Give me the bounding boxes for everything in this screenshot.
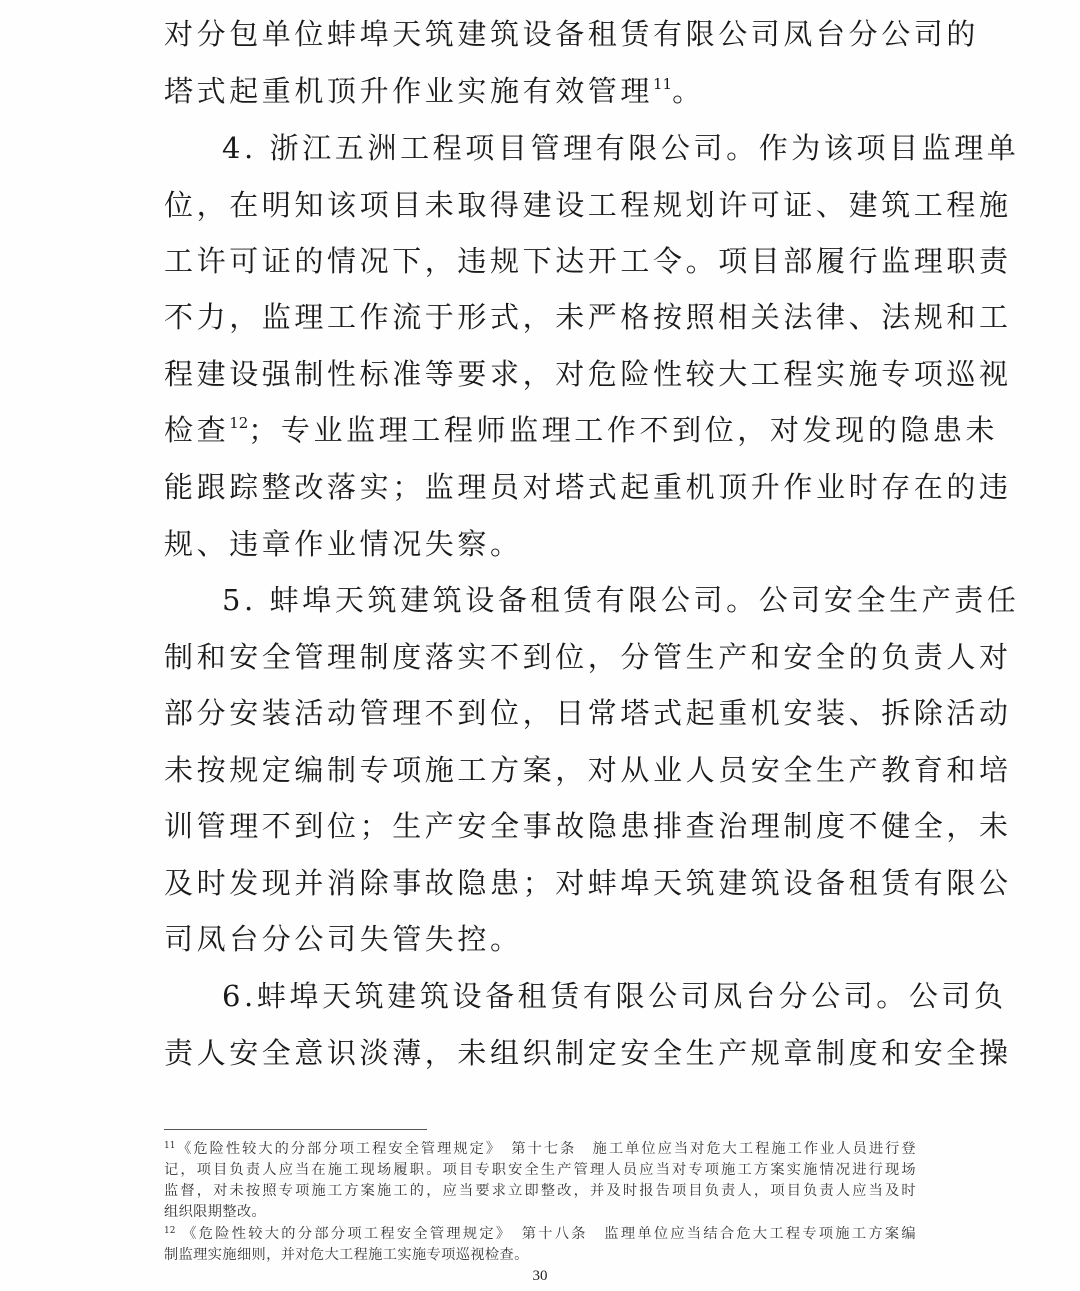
line-text: 司凤台分公司失管失控。 xyxy=(164,922,523,956)
footnote-line xyxy=(164,1161,916,1179)
body-line xyxy=(164,524,916,564)
body-line xyxy=(164,750,1012,790)
footnote-line xyxy=(164,1225,916,1243)
line-text: 未按规定编制专项施工方案，对从业人员安全生产教育和培 xyxy=(164,753,1012,787)
body-line xyxy=(164,71,916,111)
footnote-text: 《危险性较大的分部分项工程安全管理规定》 第十八条 监理单位应当结合危大工程专项施工方案编 xyxy=(175,1226,916,1242)
footnote-text: 记，项目负责人应当在施工现场履职。项目专职安全生产管理人员应当对专项施工方案实施情况进行现场 xyxy=(164,1162,916,1178)
footnote-text: 《危险性较大的分部分项工程安全管理规定》 第十七条 施工单位应当对危大工程施工作业人员进行登 xyxy=(175,1141,916,1157)
footnote-line xyxy=(164,1203,916,1221)
body-line xyxy=(222,976,1007,1016)
line-text-continued: ；专业监理工程师监理工作不到位，对发现的隐患未 xyxy=(248,413,999,447)
footnote-divider xyxy=(164,1129,427,1130)
line-text: 6.蚌埠天筑建筑设备租赁有限公司凤台分公司。公司负 xyxy=(222,979,1007,1013)
line-text: 位，在明知该项目未取得建设工程规划许可证、建筑工程施 xyxy=(164,188,1012,222)
line-text: 4. 浙江五洲工程项目管理有限公司。作为该项目监理单 xyxy=(222,131,1020,165)
footnote-line xyxy=(164,1182,916,1200)
body-line xyxy=(164,863,1012,903)
body-line xyxy=(222,128,1020,168)
line-text: 工许可证的情况下，违规下达开工令。项目部履行监理职责 xyxy=(164,244,1012,278)
footnote-line xyxy=(164,1246,916,1264)
body-line xyxy=(164,467,1012,507)
body-line xyxy=(164,637,1012,677)
line-text: 规、违章作业情况失察。 xyxy=(164,527,523,561)
footnote-text: 监督，对未按照专项施工方案施工的，应当要求立即整改，并及时报告项目负责人，项目负责人应当及时 xyxy=(164,1183,916,1199)
body-line xyxy=(164,806,1012,846)
footnote-text: 组织限期整改。 xyxy=(164,1204,267,1220)
line-text: 部分安装活动管理不到位，日常塔式起重机安装、拆除活动 xyxy=(164,696,1012,730)
line-text: 及时发现并消除事故隐患；对蚌埠天筑建筑设备租赁有限公 xyxy=(164,866,1012,900)
body-line xyxy=(164,241,1012,281)
line-text: 责人安全意识淡薄，未组织制定安全生产规章制度和安全操 xyxy=(164,1036,1012,1070)
body-line xyxy=(164,919,916,959)
body-line xyxy=(164,354,1012,394)
footnote-line xyxy=(164,1140,916,1158)
footnote-reference: 12 xyxy=(229,414,249,432)
line-text: 程建设强制性标准等要求，对危险性较大工程实施专项巡视 xyxy=(164,357,1012,391)
body-line xyxy=(222,580,1020,620)
body-line xyxy=(164,297,1012,337)
body-line xyxy=(164,14,980,54)
line-text: 对分包单位蚌埠天筑建筑设备租赁有限公司凤台分公司的 xyxy=(164,17,980,51)
footnote-number: 11 xyxy=(164,1141,176,1151)
line-text: 训管理不到位；生产安全事故隐患排查治理制度不健全，未 xyxy=(164,809,1012,843)
footnote-text: 制监理实施细则，并对危大工程施工实施专项巡视检查。 xyxy=(164,1247,529,1263)
line-text: 检查 xyxy=(164,413,230,447)
body-line xyxy=(164,1033,1012,1073)
footnote-reference: 11 xyxy=(653,75,673,93)
line-text-continued: 。 xyxy=(672,74,705,108)
line-text: 制和安全管理制度落实不到位，分管生产和安全的负责人对 xyxy=(164,640,1012,674)
footnote-number: 12 xyxy=(164,1226,176,1236)
line-text: 5. 蚌埠天筑建筑设备租赁有限公司。公司安全生产责任 xyxy=(222,583,1020,617)
line-text: 能跟踪整改落实；监理员对塔式起重机顶升作业时存在的违 xyxy=(164,470,1012,504)
body-line xyxy=(164,410,999,450)
page-number: 30 xyxy=(532,1268,548,1284)
line-text: 不力，监理工作流于形式，未严格按照相关法律、法规和工 xyxy=(164,300,1012,334)
body-line xyxy=(164,185,1012,225)
body-line xyxy=(164,693,1012,733)
line-text: 塔式起重机顶升作业实施有效管理 xyxy=(164,74,654,108)
